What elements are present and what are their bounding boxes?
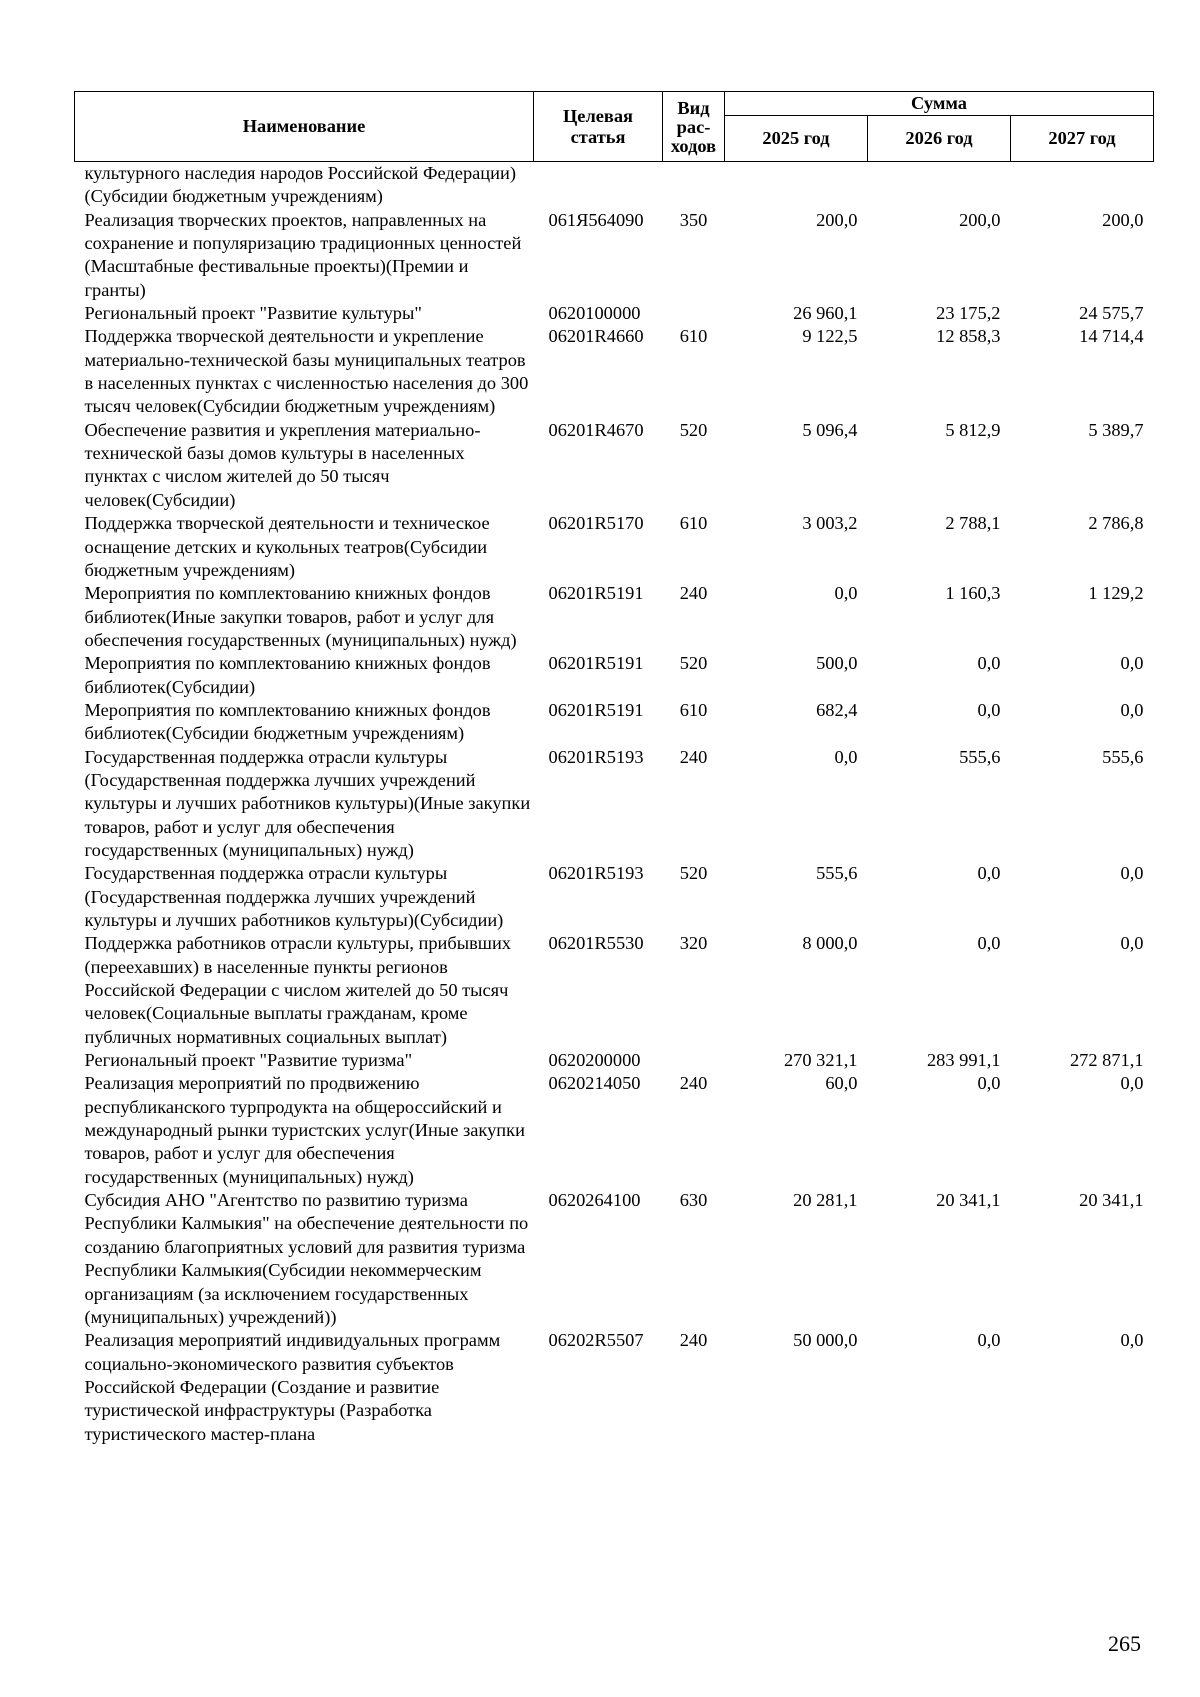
budget-table-page — [74, 91, 1153, 1446]
row-value-2026: 0,0 — [977, 1073, 1001, 1094]
row-type — [663, 162, 725, 209]
row-value-2026: 0,0 — [977, 653, 1001, 674]
row-value-2026: 2 788,1 — [945, 513, 1001, 534]
row-value-2026: 0,0 — [977, 933, 1001, 954]
table-row — [75, 419, 1154, 512]
table-row — [75, 932, 1154, 1049]
row-type: 610 — [679, 326, 708, 347]
row-value-2025: 5 096,4 — [802, 419, 858, 440]
row-value-2027 — [1011, 162, 1154, 209]
row-value-2027: 555,6 — [1102, 746, 1144, 767]
row-value-2025: 20 281,1 — [793, 1190, 858, 1211]
table-header — [75, 92, 1154, 162]
budget-table — [74, 91, 1154, 1446]
row-code: 06201R5170 — [548, 513, 644, 534]
row-value-2027: 0,0 — [1120, 699, 1144, 720]
table-row — [75, 209, 1154, 302]
table-row — [75, 302, 1154, 325]
row-value-2025: 3 003,2 — [802, 513, 858, 534]
page-number: 265 — [1108, 1631, 1141, 1656]
table-row — [75, 1189, 1154, 1329]
row-name: Поддержка творческой деятельности и укрепление материально-технической базы муниципальных театров в населенных пунктах с численностью населения до 300 тысяч человек(Субсидии бюджетным учреждениям) — [84, 326, 529, 417]
row-value-2025: 8 000,0 — [802, 933, 858, 954]
row-name: Мероприятия по комплектованию книжных фондов библиотек(Иные закупки товаров, работ и услуг для обеспечения государственных (муниципальных) нужд) — [84, 583, 517, 650]
header-type: Вид рас-ходов — [663, 92, 725, 162]
row-type: 240 — [679, 1073, 708, 1094]
header-name: Наименование — [75, 92, 534, 162]
table-row — [75, 512, 1154, 582]
row-name: Государственная поддержка отрасли культуры (Государственная поддержка лучших учреждений культуры и лучших работников культуры)(Субсидии) — [84, 863, 504, 930]
row-type: 520 — [679, 419, 708, 440]
row-name: Региональный проект "Развитие туризма" — [84, 1050, 413, 1071]
row-name: Субсидия АНО "Агентство по развитию туризма Республики Калмыкия" на обеспечение деятельности по созданию благоприятных условий для развития туризма Республики Калмыкия(Субсидии некоммерческим организациям (за исключением государственных (муниципальных) учреждений)) — [84, 1190, 529, 1327]
row-type — [663, 302, 725, 325]
row-name: Региональный проект "Развитие культуры" — [84, 303, 422, 324]
row-name: Государственная поддержка отрасли культуры (Государственная поддержка лучших учреждений культуры и лучших работников культуры)(Иные закупки товаров, работ и услуг для обеспечения государственных (муниципальных) нужд) — [84, 746, 531, 860]
row-name: Реализация творческих проектов, направленных на сохранение и популяризацию традиционных ценностей (Масштабные фестивальные проекты)(Премии и гранты) — [84, 209, 522, 300]
row-value-2026: 555,6 — [959, 746, 1001, 767]
row-value-2027: 2 786,8 — [1088, 513, 1144, 534]
row-code: 061Я564090 — [548, 209, 644, 230]
row-name: Обеспечение развития и укрепления материально-технической базы домов культуры в населенных пунктах с числом жителей до 50 тысяч человек(Субсидии) — [84, 419, 481, 510]
row-value-2025: 26 960,1 — [793, 303, 858, 324]
row-value-2027: 200,0 — [1102, 209, 1144, 230]
row-value-2025: 555,6 — [816, 863, 858, 884]
row-name: Реализация мероприятий индивидуальных программ социально-экономического развития субъектов Российской Федерации (Создание и развитие туристической инфраструктуры (Разработка туристического мастер-плана — [84, 1330, 501, 1444]
header-code: Целевая статья — [534, 92, 663, 162]
row-name: Поддержка работников отрасли культуры, прибывших (переехавших) в населенные пункты регионов Российской Федерации с числом жителей до 50 тысяч человек(Социальные выплаты гражданам, кроме публичных нормативных социальных выплат) — [84, 933, 511, 1047]
row-value-2027: 272 871,1 — [1069, 1050, 1144, 1071]
row-code: 0620264100 — [548, 1190, 641, 1211]
row-type: 240 — [679, 1330, 708, 1351]
row-value-2025: 500,0 — [816, 653, 858, 674]
row-value-2027: 0,0 — [1120, 1073, 1144, 1094]
row-code: 06201R5193 — [548, 746, 644, 767]
row-value-2027: 0,0 — [1120, 653, 1144, 674]
row-type: 610 — [679, 699, 708, 720]
row-code — [534, 162, 663, 209]
table-row — [75, 1072, 1154, 1189]
row-type: 240 — [679, 583, 708, 604]
row-type: 320 — [679, 933, 708, 954]
table-row — [75, 162, 1154, 209]
row-value-2025: 50 000,0 — [793, 1330, 858, 1351]
table-body — [75, 162, 1154, 1446]
row-value-2027: 5 389,7 — [1088, 419, 1144, 440]
row-value-2026: 0,0 — [977, 863, 1001, 884]
row-code: 06201R5193 — [548, 863, 644, 884]
row-value-2027: 0,0 — [1120, 1330, 1144, 1351]
row-name: Мероприятия по комплектованию книжных фондов библиотек(Субсидии) — [84, 653, 491, 697]
row-code: 06201R5191 — [548, 583, 644, 604]
table-row — [75, 582, 1154, 652]
table-row — [75, 325, 1154, 418]
row-code: 06201R5191 — [548, 653, 644, 674]
row-value-2025: 60,0 — [825, 1073, 858, 1094]
row-code: 0620214050 — [548, 1073, 641, 1094]
row-value-2026: 20 341,1 — [936, 1190, 1001, 1211]
row-type: 630 — [679, 1190, 708, 1211]
row-code: 0620100000 — [548, 303, 641, 324]
row-value-2027: 24 575,7 — [1079, 303, 1144, 324]
row-type: 240 — [679, 746, 708, 767]
row-value-2027: 14 714,4 — [1079, 326, 1144, 347]
row-name: Поддержка творческой деятельности и техническое оснащение детских и кукольных театров(Субсидии бюджетным учреждениям) — [84, 513, 490, 580]
row-type: 610 — [679, 513, 708, 534]
row-value-2025: 9 122,5 — [802, 326, 858, 347]
row-value-2025: 0,0 — [834, 746, 858, 767]
row-value-2026: 283 991,1 — [926, 1050, 1001, 1071]
row-value-2027: 0,0 — [1120, 933, 1144, 954]
row-value-2026: 5 812,9 — [945, 419, 1001, 440]
row-name: культурного наследия народов Российской Федерации)(Субсидии бюджетным учреждениям) — [84, 163, 516, 207]
row-value-2027: 0,0 — [1120, 863, 1144, 884]
row-code: 06201R5191 — [548, 699, 644, 720]
row-value-2025 — [725, 162, 868, 209]
header-year-2025: 2025 год — [725, 116, 868, 162]
table-row — [75, 652, 1154, 699]
row-type — [663, 1049, 725, 1072]
row-code: 06201R4660 — [548, 326, 644, 347]
row-type: 520 — [679, 863, 708, 884]
row-value-2025: 0,0 — [834, 583, 858, 604]
row-value-2026: 12 858,3 — [936, 326, 1001, 347]
row-value-2026: 1 160,3 — [945, 583, 1001, 604]
table-row — [75, 699, 1154, 746]
row-value-2025: 682,4 — [816, 699, 858, 720]
table-row — [75, 746, 1154, 863]
row-value-2026: 23 175,2 — [936, 303, 1001, 324]
table-row — [75, 862, 1154, 932]
header-year-2027: 2027 год — [1011, 116, 1154, 162]
header-sum: Сумма — [725, 92, 1154, 116]
row-value-2027: 20 341,1 — [1079, 1190, 1144, 1211]
row-value-2025: 200,0 — [816, 209, 858, 230]
row-name: Мероприятия по комплектованию книжных фондов библиотек(Субсидии бюджетным учреждениям) — [84, 699, 491, 744]
row-value-2026: 0,0 — [977, 699, 1001, 720]
row-name: Реализация мероприятий по продвижению республиканского турпродукта на общероссийский и международный рынки туристских услуг(Иные закупки товаров, работ и услуг для обеспечения государственных (муниципальных) нужд) — [84, 1073, 525, 1187]
row-value-2026: 200,0 — [959, 209, 1001, 230]
row-type: 520 — [679, 653, 708, 674]
row-value-2025: 270 321,1 — [783, 1050, 858, 1071]
table-row — [75, 1049, 1154, 1072]
row-type: 350 — [679, 209, 708, 230]
row-code: 06201R5530 — [548, 933, 644, 954]
row-value-2026 — [868, 162, 1011, 209]
row-code: 06201R4670 — [548, 419, 644, 440]
table-row — [75, 1329, 1154, 1446]
row-code: 0620200000 — [548, 1050, 641, 1071]
row-code: 06202R5507 — [548, 1330, 644, 1351]
row-value-2026: 0,0 — [977, 1330, 1001, 1351]
row-value-2027: 1 129,2 — [1088, 583, 1144, 604]
header-year-2026: 2026 год — [868, 116, 1011, 162]
